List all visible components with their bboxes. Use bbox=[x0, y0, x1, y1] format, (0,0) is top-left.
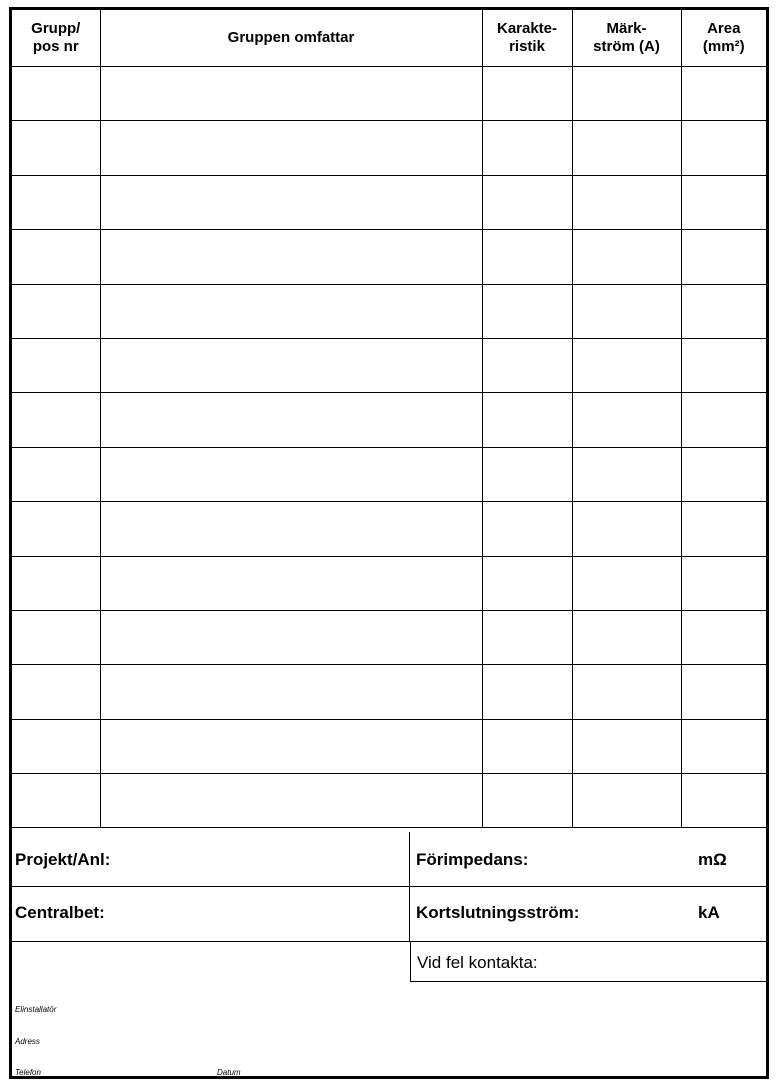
group-covers-cell bbox=[100, 230, 482, 284]
group-covers-input[interactable] bbox=[101, 720, 482, 773]
group-covers-cell bbox=[100, 774, 482, 828]
group-pos-input[interactable] bbox=[12, 67, 100, 120]
group-pos-cell bbox=[12, 121, 100, 175]
rated-current-input[interactable] bbox=[573, 230, 681, 283]
area-cell bbox=[681, 556, 766, 610]
area-cell bbox=[681, 175, 766, 229]
rated-current-cell bbox=[572, 230, 681, 284]
area-input[interactable] bbox=[682, 339, 767, 392]
characteristic-cell bbox=[482, 284, 572, 338]
group-covers-cell bbox=[100, 284, 482, 338]
group-covers-cell bbox=[100, 67, 482, 121]
group-covers-input[interactable] bbox=[101, 67, 482, 120]
header-group-pos: Grupp/ pos nr bbox=[12, 10, 100, 67]
phone-label: Telefon bbox=[15, 1068, 41, 1077]
group-pos-input[interactable] bbox=[12, 285, 100, 338]
group-pos-cell bbox=[12, 556, 100, 610]
group-covers-cell bbox=[100, 719, 482, 773]
header-rated-current: Märk- ström (A) bbox=[572, 10, 681, 67]
rated-current-cell bbox=[572, 121, 681, 175]
table-row bbox=[12, 719, 766, 773]
contact-label: Vid fel kontakta: bbox=[417, 953, 538, 972]
area-input[interactable] bbox=[682, 665, 767, 718]
rated-current-input[interactable] bbox=[573, 720, 681, 773]
rated-current-input[interactable] bbox=[573, 502, 681, 555]
characteristic-cell bbox=[482, 67, 572, 121]
group-covers-cell bbox=[100, 338, 482, 392]
characteristic-cell bbox=[482, 502, 572, 556]
group-covers-input[interactable] bbox=[101, 176, 482, 229]
area-cell bbox=[681, 719, 766, 773]
characteristic-cell bbox=[482, 393, 572, 447]
rated-current-cell bbox=[572, 719, 681, 773]
rated-current-cell bbox=[572, 502, 681, 556]
characteristic-input[interactable] bbox=[483, 230, 572, 283]
characteristic-input[interactable] bbox=[483, 665, 572, 718]
characteristic-input[interactable] bbox=[483, 121, 572, 174]
rated-current-cell bbox=[572, 556, 681, 610]
group-pos-cell bbox=[12, 338, 100, 392]
rated-current-input[interactable] bbox=[573, 774, 681, 827]
table-row bbox=[12, 284, 766, 338]
group-pos-input[interactable] bbox=[12, 502, 100, 555]
table-row bbox=[12, 121, 766, 175]
rated-current-input[interactable] bbox=[573, 121, 681, 174]
distribution-board-form bbox=[9, 7, 769, 1079]
table-row bbox=[12, 67, 766, 121]
header-group-covers: Gruppen omfattar bbox=[100, 10, 482, 67]
group-schedule-table bbox=[12, 10, 766, 828]
group-covers-input[interactable] bbox=[101, 665, 482, 718]
short-circuit-unit: kA bbox=[698, 903, 720, 922]
group-covers-cell bbox=[100, 447, 482, 501]
group-pos-cell bbox=[12, 393, 100, 447]
project-cell[interactable] bbox=[12, 832, 410, 887]
characteristic-cell bbox=[482, 230, 572, 284]
group-pos-cell bbox=[12, 67, 100, 121]
area-input[interactable] bbox=[682, 285, 767, 338]
area-cell bbox=[681, 338, 766, 392]
group-pos-cell bbox=[12, 447, 100, 501]
area-input[interactable] bbox=[682, 774, 767, 827]
table-row bbox=[12, 230, 766, 284]
date-label: Datum bbox=[217, 1068, 241, 1077]
area-cell bbox=[681, 67, 766, 121]
footer-row-project bbox=[12, 832, 766, 887]
pre-impedance-label: Förimpedans: bbox=[416, 850, 529, 869]
short-circuit-cell[interactable] bbox=[410, 887, 766, 942]
area-input[interactable] bbox=[682, 121, 767, 174]
group-covers-input[interactable] bbox=[101, 557, 482, 610]
characteristic-input[interactable] bbox=[483, 67, 572, 120]
rated-current-input[interactable] bbox=[573, 285, 681, 338]
area-input[interactable] bbox=[682, 67, 767, 120]
central-cell[interactable] bbox=[12, 887, 410, 942]
group-covers-input[interactable] bbox=[101, 121, 482, 174]
group-covers-cell bbox=[100, 393, 482, 447]
area-cell bbox=[681, 502, 766, 556]
group-covers-cell bbox=[100, 665, 482, 719]
rated-current-cell bbox=[572, 665, 681, 719]
area-input[interactable] bbox=[682, 720, 767, 773]
table-header-row bbox=[12, 10, 766, 67]
area-input[interactable] bbox=[682, 557, 767, 610]
characteristic-input[interactable] bbox=[483, 502, 572, 555]
group-covers-input[interactable] bbox=[101, 285, 482, 338]
area-cell bbox=[681, 393, 766, 447]
group-pos-input[interactable] bbox=[12, 393, 100, 446]
address-label: Adress bbox=[15, 1037, 40, 1046]
rated-current-input[interactable] bbox=[573, 665, 681, 718]
characteristic-input[interactable] bbox=[483, 285, 572, 338]
group-pos-input[interactable] bbox=[12, 774, 100, 827]
group-pos-cell bbox=[12, 719, 100, 773]
group-pos-cell bbox=[12, 774, 100, 828]
group-pos-cell bbox=[12, 175, 100, 229]
characteristic-cell bbox=[482, 556, 572, 610]
group-pos-input[interactable] bbox=[12, 557, 100, 610]
area-input[interactable] bbox=[682, 502, 767, 555]
header-characteristic: Karakte- ristik bbox=[482, 10, 572, 67]
characteristic-cell bbox=[482, 665, 572, 719]
pre-impedance-cell[interactable] bbox=[410, 832, 766, 887]
characteristic-cell bbox=[482, 719, 572, 773]
area-cell bbox=[681, 774, 766, 828]
rated-current-cell bbox=[572, 338, 681, 392]
characteristic-input[interactable] bbox=[483, 448, 572, 501]
central-label: Centralbet: bbox=[15, 903, 105, 922]
characteristic-input[interactable] bbox=[483, 611, 572, 664]
installer-label: Elinstallatör bbox=[15, 1005, 57, 1014]
rated-current-input[interactable] bbox=[573, 176, 681, 229]
group-covers-input[interactable] bbox=[101, 393, 482, 446]
characteristic-cell bbox=[482, 175, 572, 229]
area-cell bbox=[681, 447, 766, 501]
table-row bbox=[12, 502, 766, 556]
rated-current-input[interactable] bbox=[573, 67, 681, 120]
project-label: Projekt/Anl: bbox=[15, 850, 111, 869]
characteristic-cell bbox=[482, 447, 572, 501]
group-pos-input[interactable] bbox=[12, 121, 100, 174]
rated-current-cell bbox=[572, 67, 681, 121]
group-pos-input[interactable] bbox=[12, 230, 100, 283]
characteristic-input[interactable] bbox=[483, 557, 572, 610]
area-input[interactable] bbox=[682, 230, 767, 283]
group-covers-input[interactable] bbox=[101, 502, 482, 555]
short-circuit-label: Kortslutningsström: bbox=[416, 903, 580, 922]
contact-cell[interactable] bbox=[410, 942, 766, 982]
characteristic-cell bbox=[482, 610, 572, 664]
area-input[interactable] bbox=[682, 393, 767, 446]
group-pos-cell bbox=[12, 284, 100, 338]
rated-current-cell bbox=[572, 610, 681, 664]
area-cell bbox=[681, 665, 766, 719]
group-covers-input[interactable] bbox=[101, 774, 482, 827]
group-covers-input[interactable] bbox=[101, 448, 482, 501]
group-pos-input[interactable] bbox=[12, 448, 100, 501]
table-row bbox=[12, 610, 766, 664]
table-row bbox=[12, 774, 766, 828]
area-input[interactable] bbox=[682, 448, 767, 501]
table-row bbox=[12, 393, 766, 447]
rated-current-input[interactable] bbox=[573, 393, 681, 446]
group-pos-cell bbox=[12, 230, 100, 284]
characteristic-input[interactable] bbox=[483, 339, 572, 392]
group-covers-cell bbox=[100, 175, 482, 229]
group-pos-input[interactable] bbox=[12, 339, 100, 392]
group-pos-cell bbox=[12, 610, 100, 664]
group-covers-cell bbox=[100, 121, 482, 175]
table-body bbox=[12, 67, 766, 828]
area-cell bbox=[681, 284, 766, 338]
group-covers-input[interactable] bbox=[101, 230, 482, 283]
area-input[interactable] bbox=[682, 611, 767, 664]
table-row bbox=[12, 338, 766, 392]
area-cell bbox=[681, 610, 766, 664]
header-area: Area (mm²) bbox=[681, 10, 766, 67]
group-pos-input[interactable] bbox=[12, 611, 100, 664]
group-pos-cell bbox=[12, 502, 100, 556]
characteristic-input[interactable] bbox=[483, 774, 572, 827]
rated-current-input[interactable] bbox=[573, 339, 681, 392]
footer-row-contact bbox=[12, 942, 766, 1076]
characteristic-cell bbox=[482, 774, 572, 828]
rated-current-input[interactable] bbox=[573, 611, 681, 664]
characteristic-input[interactable] bbox=[483, 393, 572, 446]
characteristic-input[interactable] bbox=[483, 176, 572, 229]
group-covers-input[interactable] bbox=[101, 339, 482, 392]
group-pos-cell bbox=[12, 665, 100, 719]
characteristic-input[interactable] bbox=[483, 720, 572, 773]
rated-current-cell bbox=[572, 774, 681, 828]
group-covers-cell bbox=[100, 502, 482, 556]
characteristic-cell bbox=[482, 338, 572, 392]
group-covers-input[interactable] bbox=[101, 611, 482, 664]
area-cell bbox=[681, 230, 766, 284]
footer-row-central bbox=[12, 887, 766, 942]
table-row bbox=[12, 556, 766, 610]
rated-current-input[interactable] bbox=[573, 448, 681, 501]
rated-current-cell bbox=[572, 393, 681, 447]
group-pos-input[interactable] bbox=[12, 720, 100, 773]
footer-section bbox=[12, 832, 766, 1076]
table-row bbox=[12, 175, 766, 229]
area-cell bbox=[681, 121, 766, 175]
group-covers-cell bbox=[100, 610, 482, 664]
table-row bbox=[12, 665, 766, 719]
area-input[interactable] bbox=[682, 176, 767, 229]
group-pos-input[interactable] bbox=[12, 176, 100, 229]
rated-current-cell bbox=[572, 284, 681, 338]
characteristic-cell bbox=[482, 121, 572, 175]
rated-current-cell bbox=[572, 447, 681, 501]
group-pos-input[interactable] bbox=[12, 665, 100, 718]
rated-current-input[interactable] bbox=[573, 557, 681, 610]
group-covers-cell bbox=[100, 556, 482, 610]
table-row bbox=[12, 447, 766, 501]
pre-impedance-unit: mΩ bbox=[698, 850, 727, 869]
rated-current-cell bbox=[572, 175, 681, 229]
